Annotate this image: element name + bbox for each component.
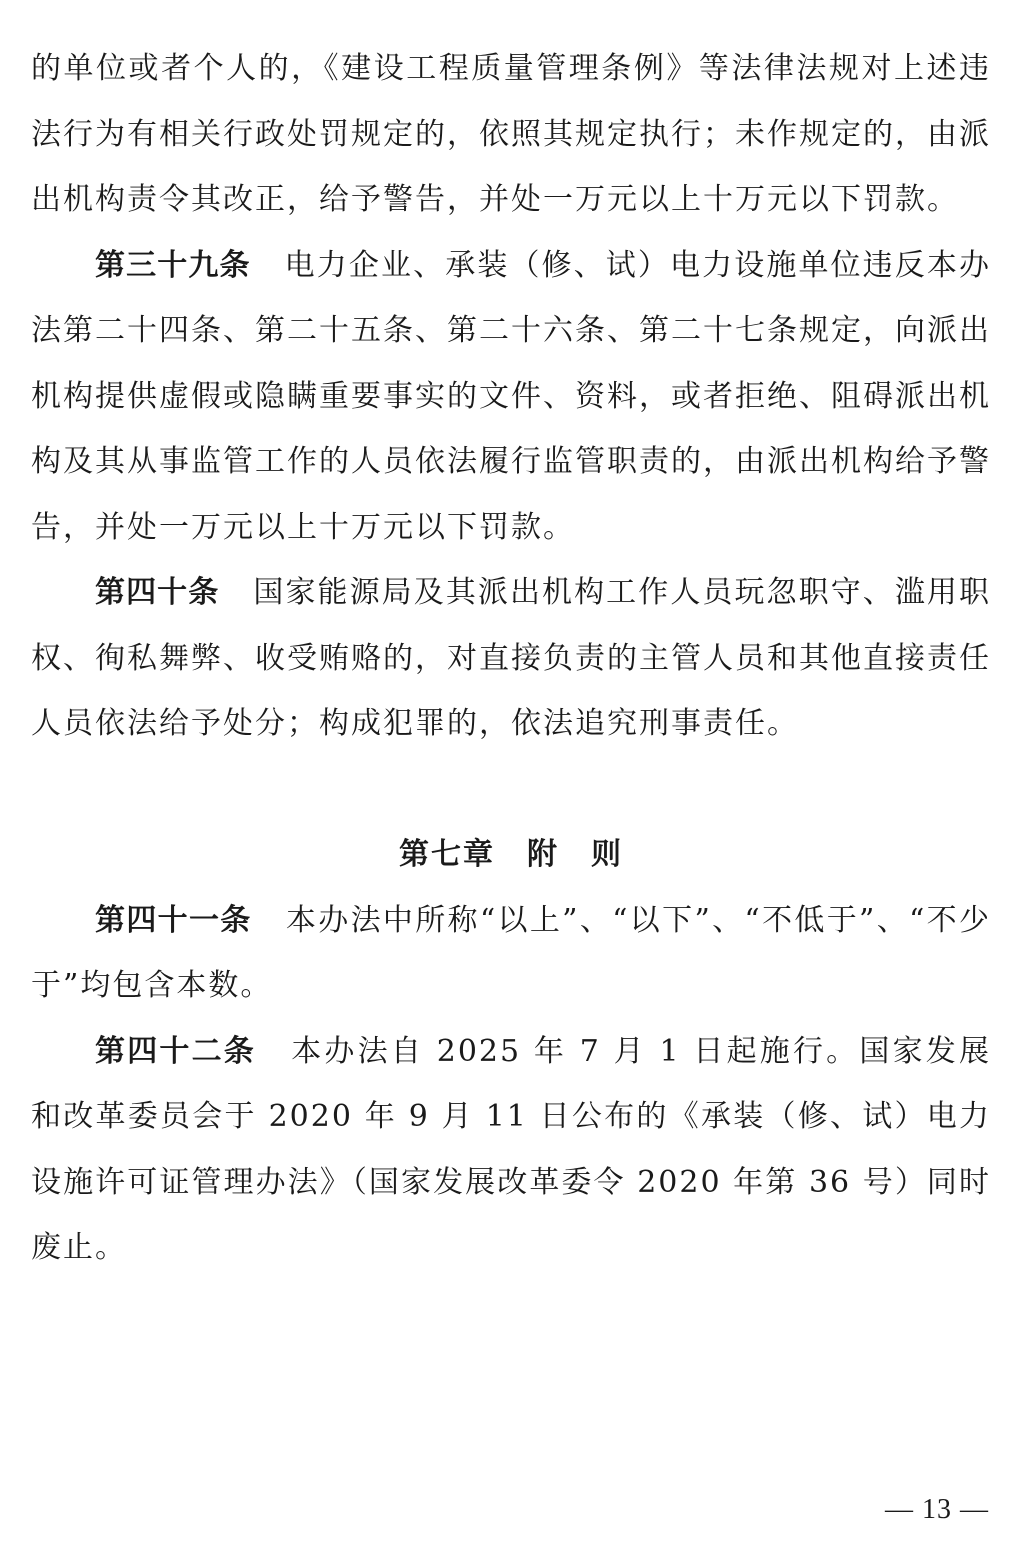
article-text: 本办法自 2025 年 7 月 1 日起施行。国家发展和改革委员会于 2020 年 9 月 11 日公布的《承装（修、试）电力设施许可证管理办法》（国家发展改革委令 2020 年第 36 号）同时废止。 [31, 1033, 991, 1265]
article-text: 国家能源局及其派出机构工作人员玩忽职守、滥用职权、徇私舞弊、收受贿赂的，对直接负责的主管人员和其他直接责任人员依法给予处分；构成犯罪的，依法追究刑事责任。 [31, 575, 991, 741]
article-41 [31, 888, 991, 1019]
chapter-title: 第七章 附 则 [399, 837, 623, 872]
article-title: 第四十一条 [95, 902, 252, 938]
page-number: — 13 — [885, 1494, 989, 1525]
continued-paragraph: 的单位或者个人的，《建设工程质量管理条例》等法律法规对上述违法行为有相关行政处罚规定的，依照其规定执行；未作规定的，由派出机构责令其改正，给予警告，并处一万元以上十万元以下罚款。 [31, 51, 991, 217]
article-42 [31, 1019, 991, 1281]
article-title: 第四十二条 [95, 1033, 257, 1069]
article-40 [31, 560, 991, 757]
article-39 [31, 233, 991, 561]
article-text: 电力企业、承装（修、试）电力设施单位违反本办法第二十四条、第二十五条、第二十六条、第二十七条规定，向派出机构提供虚假或隐瞒重要事实的文件、资料，或者拒绝、阻碍派出机构及其从事监管工作的人员依法履行监管职责的，由派出机构给予警告，并处一万元以上十万元以下罚款。 [31, 247, 992, 545]
article-title: 第四十条 [95, 575, 220, 610]
article-title: 第三十九条 [95, 247, 251, 283]
document-page [31, 36, 991, 1281]
article-text: 本办法中所称“以上”、“以下”、“不低于”、“不少于”均包含本数。 [31, 902, 992, 1003]
